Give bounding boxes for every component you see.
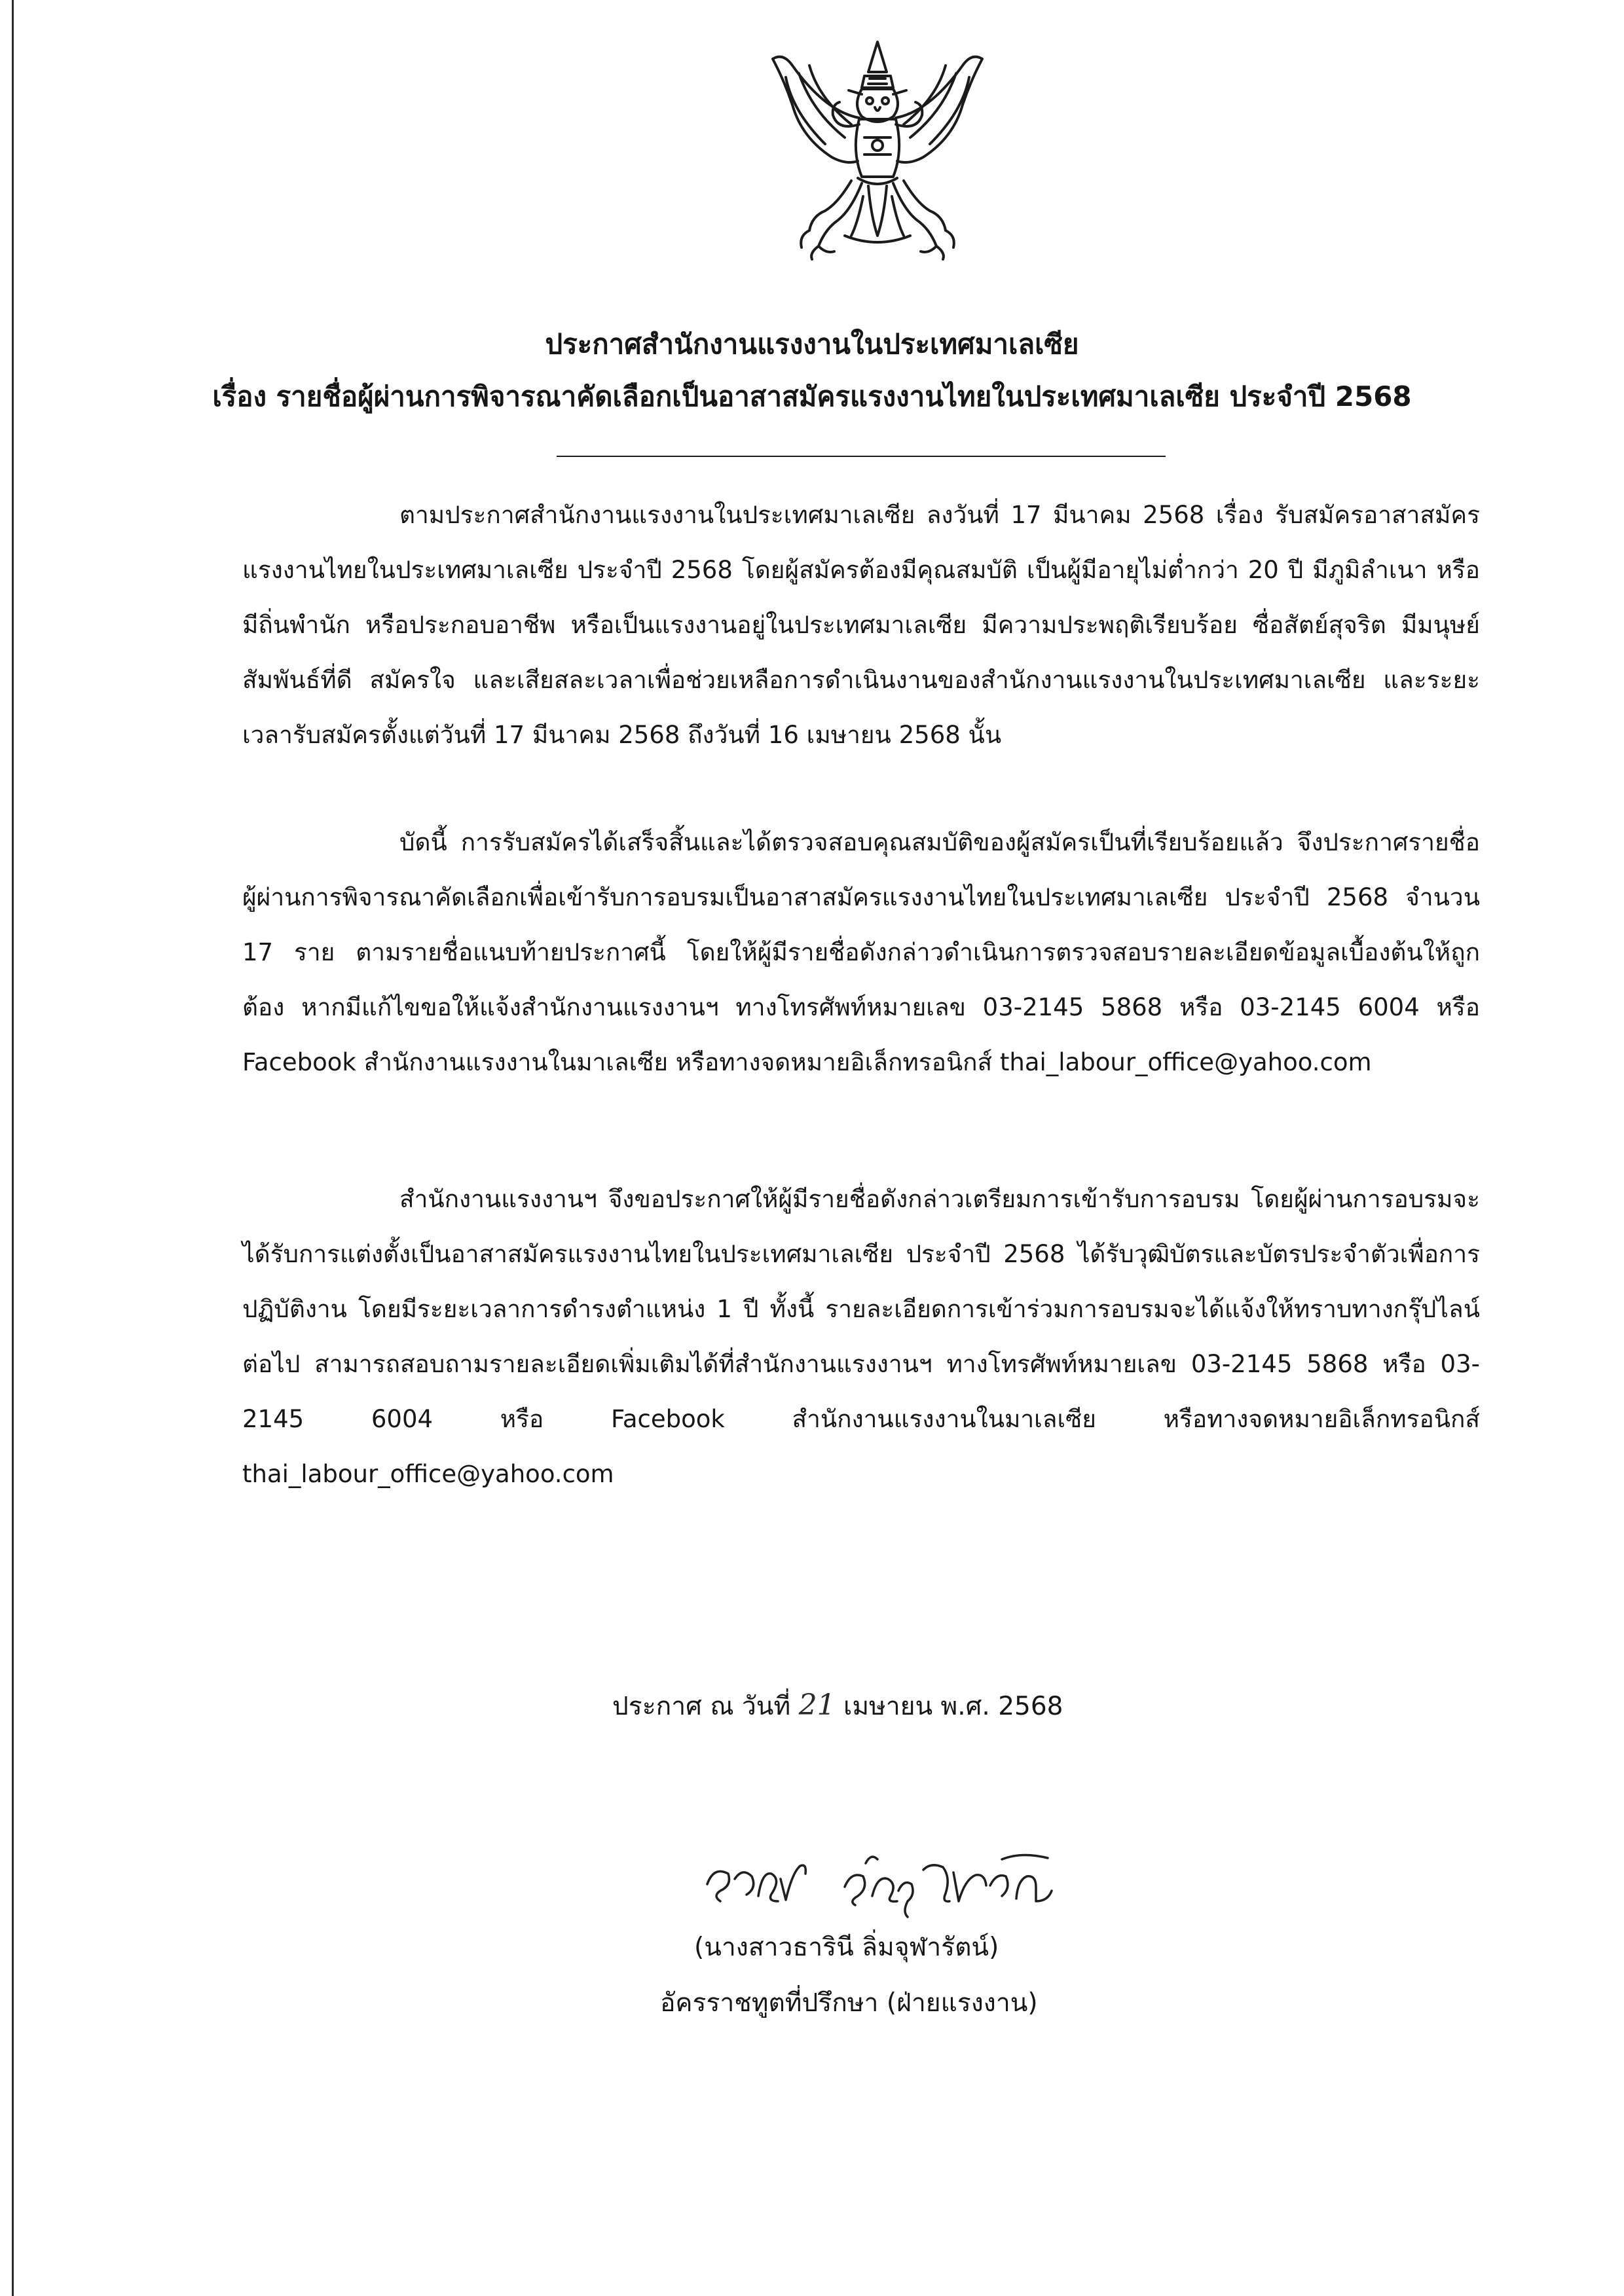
document-subject: เรื่อง รายชื่อผู้ผ่านการพิจารณาคัดเลือกเป็นอาสาสมัครแรงงานไทยในประเทศมาเลเซีย ประจำปี 2568	[212, 380, 1412, 412]
paragraph-2-text: บัดนี้ การรับสมัครได้เสร็จสิ้นและได้ตรวจสอบคุณสมบัติของผู้สมัครเป็นที่เรียบร้อยแล้ว จึงประกาศรายชื่อผู้ผ่านการพิจารณาคัดเลือกเพื่อเข้ารับการอบรมเป็นอาสาสมัครแรงงานไทยในประเทศมาเลเซีย ประจำปี 2568 จำนวน 17 ราย ตามรายชื่อแนบท้ายประกาศนี้ โดยให้ผู้มีรายชื่อดังกล่าวดำเนินการตรวจสอบรายละเอียดข้อมูลเบื้องต้นให้ถูกต้อง หากมีแก้ไขขอให้แจ้งสำนักงานแรงงานฯ ทางโทรศัพท์หมายเลข 03-2145 5868 หรือ 03-2145 6004 หรือ Facebook สำนักงานแรงงานในมาเลเซีย หรือทางจดหมายอิเล็กทรอนิกส์ thai_labour_office@yahoo.com	[242, 828, 1480, 1076]
signatory-name: (นางสาวธารินี ลิ่มจุฬารัตน์)	[694, 1933, 999, 1962]
title-underline-divider	[557, 456, 1166, 457]
announcement-date-line	[612, 1686, 1063, 1726]
document-title: ประกาศสำนักงานแรงงานในประเทศมาเลเซีย	[545, 328, 1079, 360]
handwritten-signature	[694, 1833, 1113, 1918]
paragraph-3-text: สำนักงานแรงงานฯ จึงขอประกาศให้ผู้มีรายชื่อดังกล่าวเตรียมการเข้ารับการอบรม โดยผู้ผ่านการอบรมจะได้รับการแต่งตั้งเป็นอาสาสมัครแรงงานไทยในประเทศมาเลเซีย ประจำปี 2568 ได้รับวุฒิบัตรและบัตรประจำตัวเพื่อการปฏิบัติงาน โดยมีระยะเวลาการดำรงตำแหน่ง 1 ปี ทั้งนี้ รายละเอียดการเข้าร่วมการอบรมจะได้แจ้งให้ทราบทางกรุ๊ปไลน์ต่อไป สามารถสอบถามรายละเอียดเพิ่มเติมได้ที่สำนักงานแรงงานฯ ทางโทรศัพท์หมายเลข 03-2145 5868 หรือ 03-2145 6004 หรือ Facebook สำนักงานแรงงานในมาเลเซีย หรือทางจดหมายอิเล็กทรอนิกส์ thai_labour_office@yahoo.com	[242, 1185, 1480, 1488]
body-paragraph-1	[242, 488, 1480, 763]
announcement-date-prefix: ประกาศ ณ วันที่	[612, 1692, 791, 1721]
garuda-emblem-icon	[747, 39, 1008, 262]
paragraph-1-text: ตามประกาศสำนักงานแรงงานในประเทศมาเลเซีย ลงวันที่ 17 มีนาคม 2568 เรื่อง รับสมัครอาสาสมัครแรงงานไทยในประเทศมาเลเซีย ประจำปี 2568 โดยผู้สมัครต้องมีคุณสมบัติ เป็นผู้มีอายุไม่ต่ำกว่า 20 ปี มีภูมิลำเนา หรือมีถิ่นพำนัก หรือประกอบอาชีพ หรือเป็นแรงงานอยู่ในประเทศมาเลเซีย มีความประพฤติเรียบร้อย ซื่อสัตย์สุจริต มีมนุษย์สัมพันธ์ที่ดี สมัครใจ และเสียสละเวลาเพื่อช่วยเหลือการดำเนินงานของสำนักงานแรงงานในประเทศมาเลเซีย และระยะเวลารับสมัครตั้งแต่วันที่ 17 มีนาคม 2568 ถึงวันที่ 16 เมษายน 2568 นั้น	[242, 501, 1480, 749]
handwritten-day: 21	[798, 1688, 836, 1722]
announcement-date-suffix: เมษายน พ.ศ. 2568	[843, 1692, 1063, 1721]
body-paragraph-2	[242, 815, 1480, 1090]
body-paragraph-3	[242, 1172, 1480, 1502]
signatory-position: อัครราชทูตที่ปรึกษา (ฝ่ายแรงงาน)	[660, 1988, 1038, 2018]
